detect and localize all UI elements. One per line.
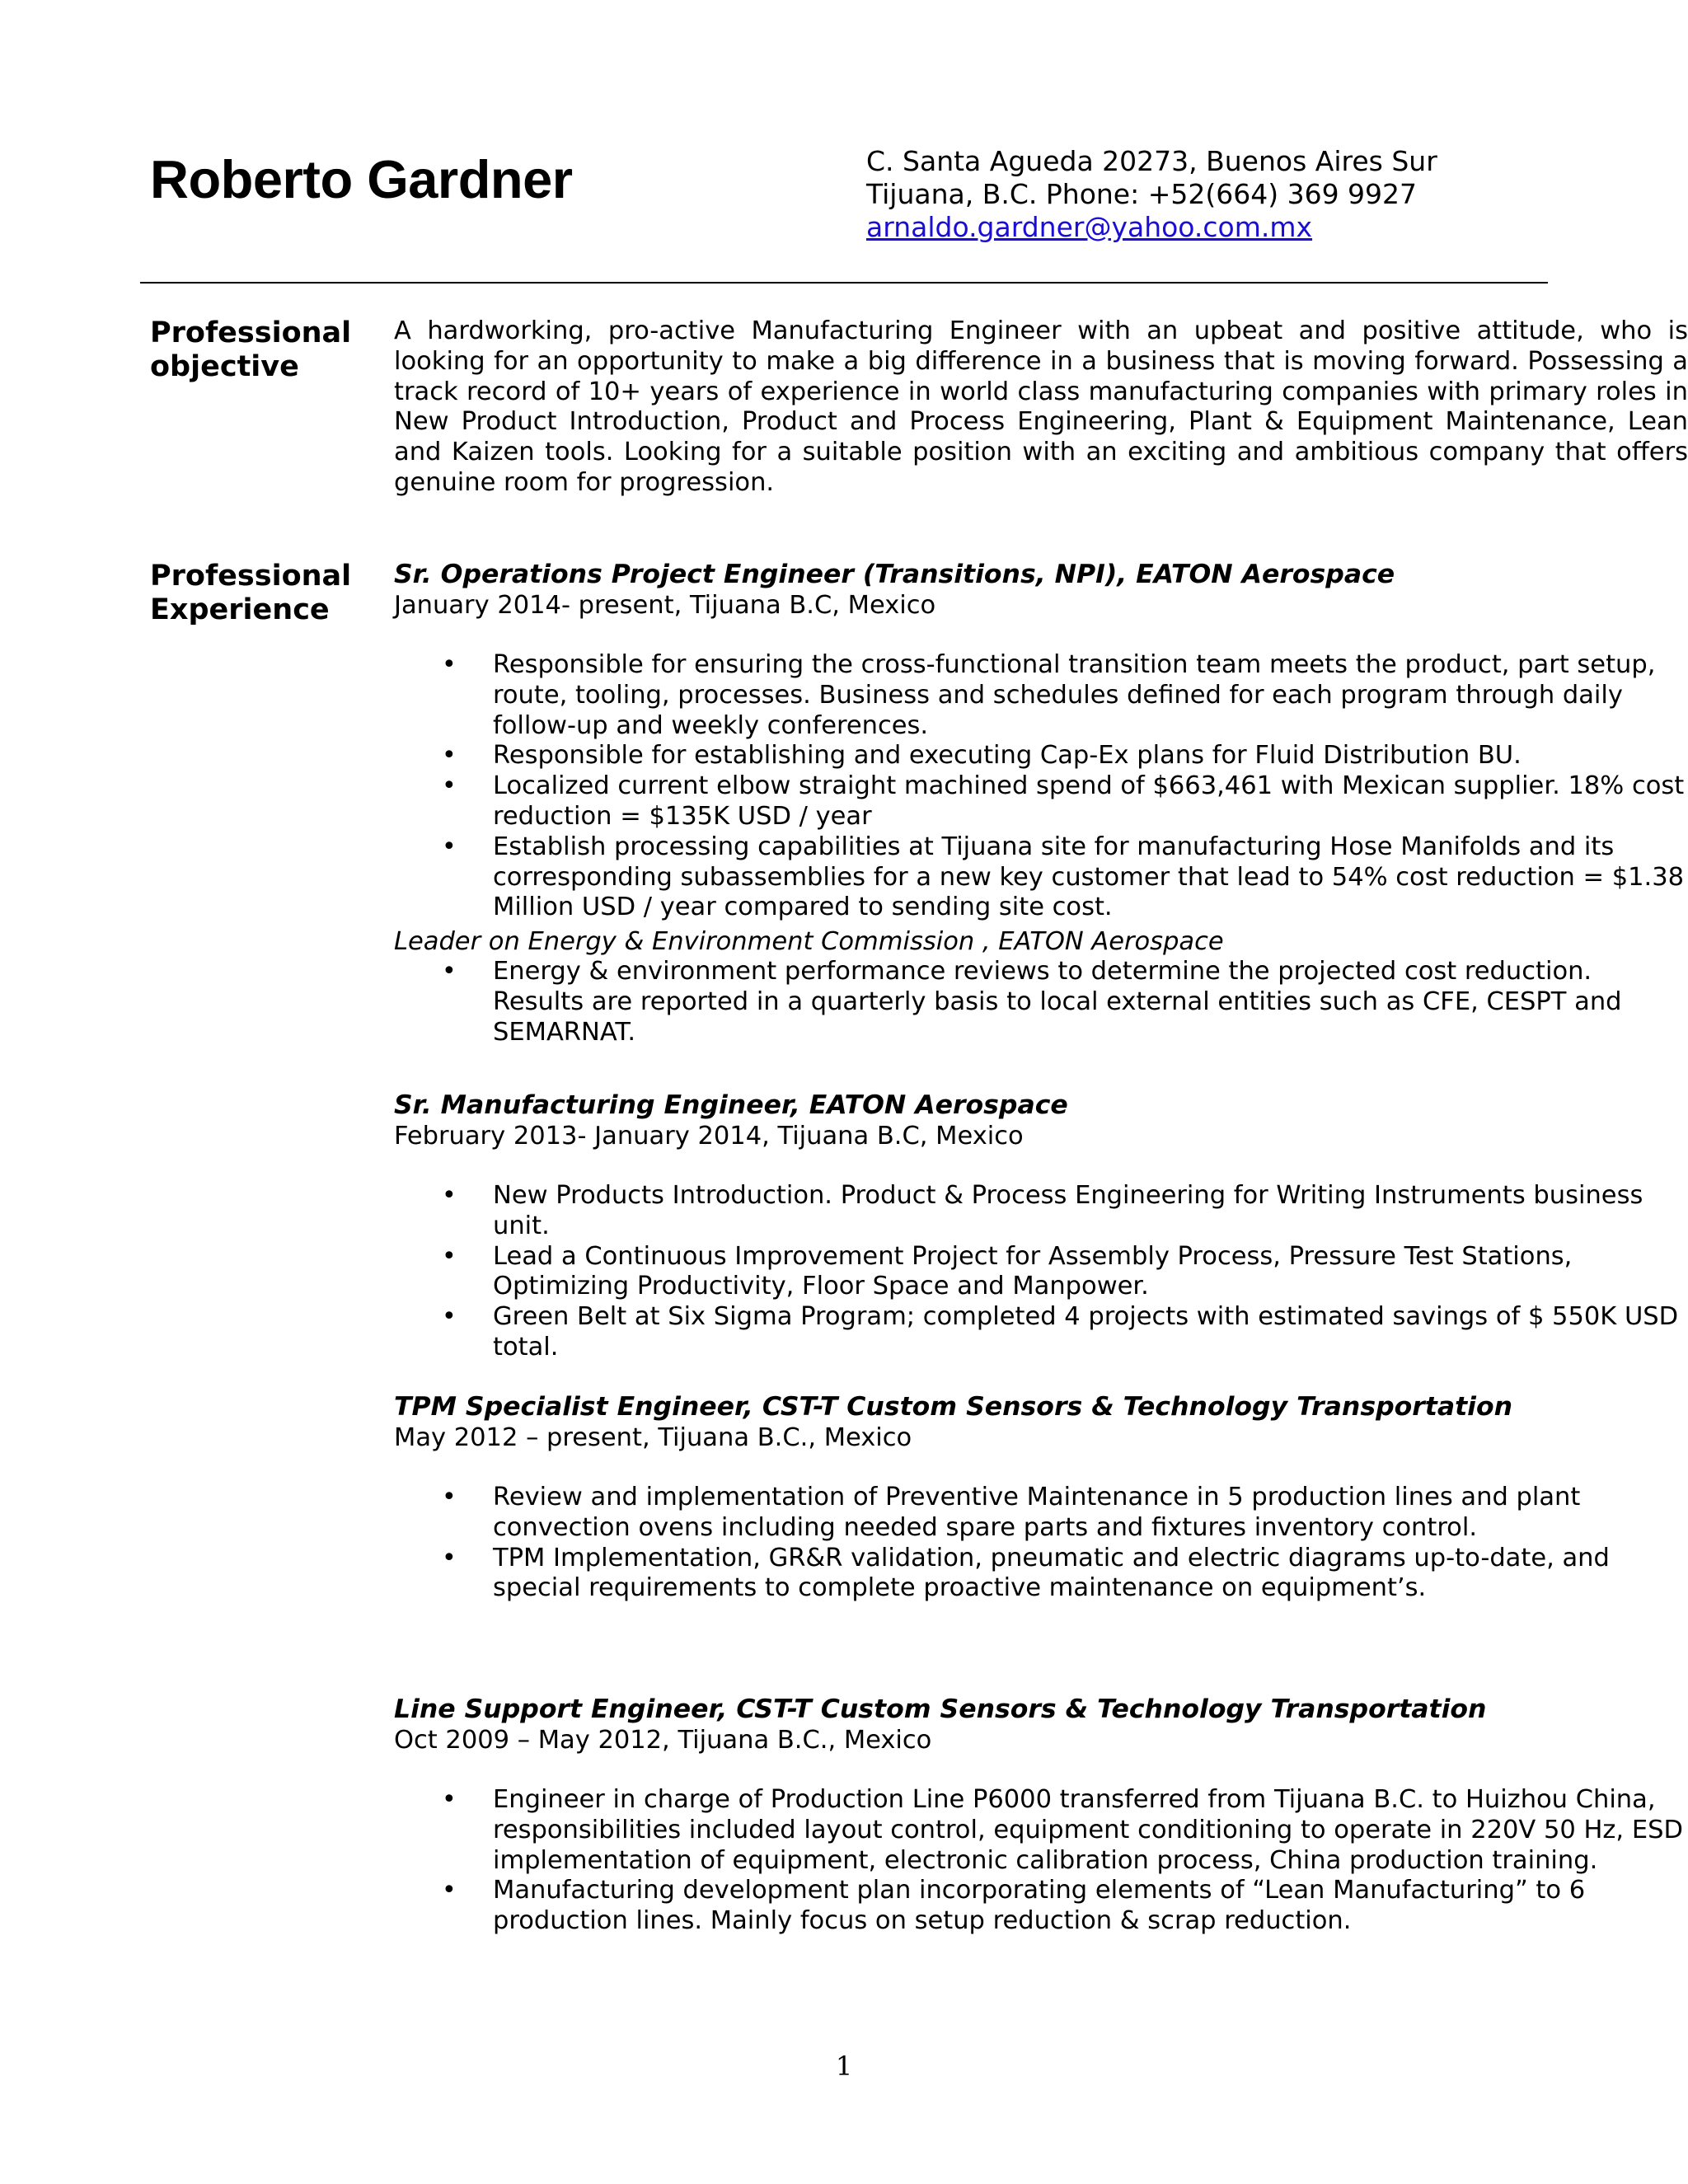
contact-block	[866, 145, 1437, 244]
subrole-bullets	[394, 957, 1688, 1047]
address-line-2: Tijuana, B.C. Phone: +52(664) 369 9927	[866, 178, 1418, 210]
objective-body	[394, 316, 1688, 499]
bullet-item: • Energy & environment performance reviews to determine the projected cost reduction. Results are reported in a quarterly basis to local external entities such as CFE, CESPT and SEMARNAT.	[394, 957, 1688, 1047]
job-dates-location: May 2012 – present, Tijuana B.C., Mexico	[394, 1423, 912, 1452]
objective-text: A hardworking, pro-active Manufacturing Engineer with an upbeat and positive attitude, who is looking for an opportunity to make a big difference in a business that is moving forward. Possessing a track record of 10+ years of experience in world class manufacturing companies with primary roles in New Product Introduction, Product and Process Engineering, Plant & Equipment Maintenance, Lean and Kaizen tools. Looking for a suitable position with an exciting and ambitious company that offers genuine room for progression.	[394, 316, 1688, 497]
bullet-item: • New Products Introduction. Product & Process Engineering for Writing Instruments business unit.	[394, 1181, 1688, 1242]
job-title: Sr. Manufacturing Engineer, EATON Aerospace	[394, 1090, 1068, 1120]
bullet-item: • Localized current elbow straight machined spend of $663,461 with Mexican supplier. 18% cost reduction = $135K USD / year	[394, 771, 1688, 832]
job-title: Line Support Engineer, CST-T Custom Sensors & Technology Transportation	[394, 1694, 1487, 1724]
header-divider	[140, 282, 1548, 284]
job-dates-location: Oct 2009 – May 2012, Tijuana B.C., Mexico	[394, 1726, 932, 1755]
bullet-item: • Review and implementation of Preventive Maintenance in 5 production lines and plant convection ovens including needed spare parts and fixtures inventory control.	[394, 1483, 1688, 1544]
bullet-item: • Lead a Continuous Improvement Project for Assembly Process, Pressure Test Stations, Optimizing Productivity, Floor Space and Manpower.	[394, 1242, 1688, 1303]
job-title: Sr. Operations Project Engineer (Transitions, NPI), EATON Aerospace	[394, 560, 1395, 589]
bullet-item: • Green Belt at Six Sigma Program; completed 4 projects with estimated savings of $ 550K USD total.	[394, 1302, 1688, 1363]
subrole-title: Leader on Energy & Environment Commission , EATON Aerospace	[394, 927, 1224, 957]
bullet-item: • Responsible for establishing and executing Cap-Ex plans for Fluid Distribution BU.	[394, 741, 1688, 771]
email-link[interactable]: arnaldo.gardner@yahoo.com.mx	[866, 211, 1313, 243]
bullet-item: • Establish processing capabilities at Tijuana site for manufacturing Hose Manifolds and its corresponding subassemblies for a new key customer that lead to 54% cost reduction = $1.38 Million USD / year compared to sending site cost.	[394, 832, 1688, 923]
job-bullets	[394, 1483, 1688, 1604]
address-line-1: C. Santa Agueda 20273, Buenos Aires Sur	[866, 145, 1437, 177]
experience-heading: Professional Experience	[150, 560, 352, 626]
bullet-item: • Manufacturing development plan incorporating elements of “Lean Manufacturing” to 6 production lines. Mainly focus on setup reduction & scrap reduction.	[394, 1876, 1688, 1937]
bullet-item: • TPM Implementation, GR&R validation, pneumatic and electric diagrams up-to-date, and special requirements to complete proactive maintenance on equipment’s.	[394, 1544, 1688, 1605]
bullet-item: • Engineer in charge of Production Line P6000 transferred from Tijuana B.C. to Huizhou China, responsibilities included layout control, equipment conditioning to operate in 220V 50 Hz, ESD implementation of equipment, electronic calibration process, China production training.	[394, 1785, 1688, 1876]
job-dates-location: January 2014- present, Tijuana B.C, Mexico	[394, 591, 936, 620]
job-entry	[394, 1694, 1688, 1937]
objective-heading: Professional objective	[150, 316, 352, 383]
experience-section	[150, 560, 1685, 1977]
job-entry	[394, 1392, 1688, 1604]
bullet-item: • Responsible for ensuring the cross-functional transition team meets the product, part setup, route, tooling, processes. Business and schedules defined for each program through daily follow-up and weekly conferences.	[394, 650, 1688, 741]
job-bullets	[394, 1785, 1688, 1937]
job-title: TPM Specialist Engineer, CST-T Custom Sensors & Technology Transportation	[394, 1392, 1513, 1422]
candidate-name: Roberto Gardner	[150, 149, 573, 209]
objective-section	[150, 316, 1688, 531]
job-entry	[394, 1090, 1688, 1363]
job-entry	[394, 560, 1688, 1048]
job-bullets	[394, 650, 1688, 923]
job-bullets	[394, 1181, 1688, 1363]
page-number: 1	[835, 2050, 853, 2082]
job-dates-location: February 2013- January 2014, Tijuana B.C, Mexico	[394, 1122, 1024, 1151]
